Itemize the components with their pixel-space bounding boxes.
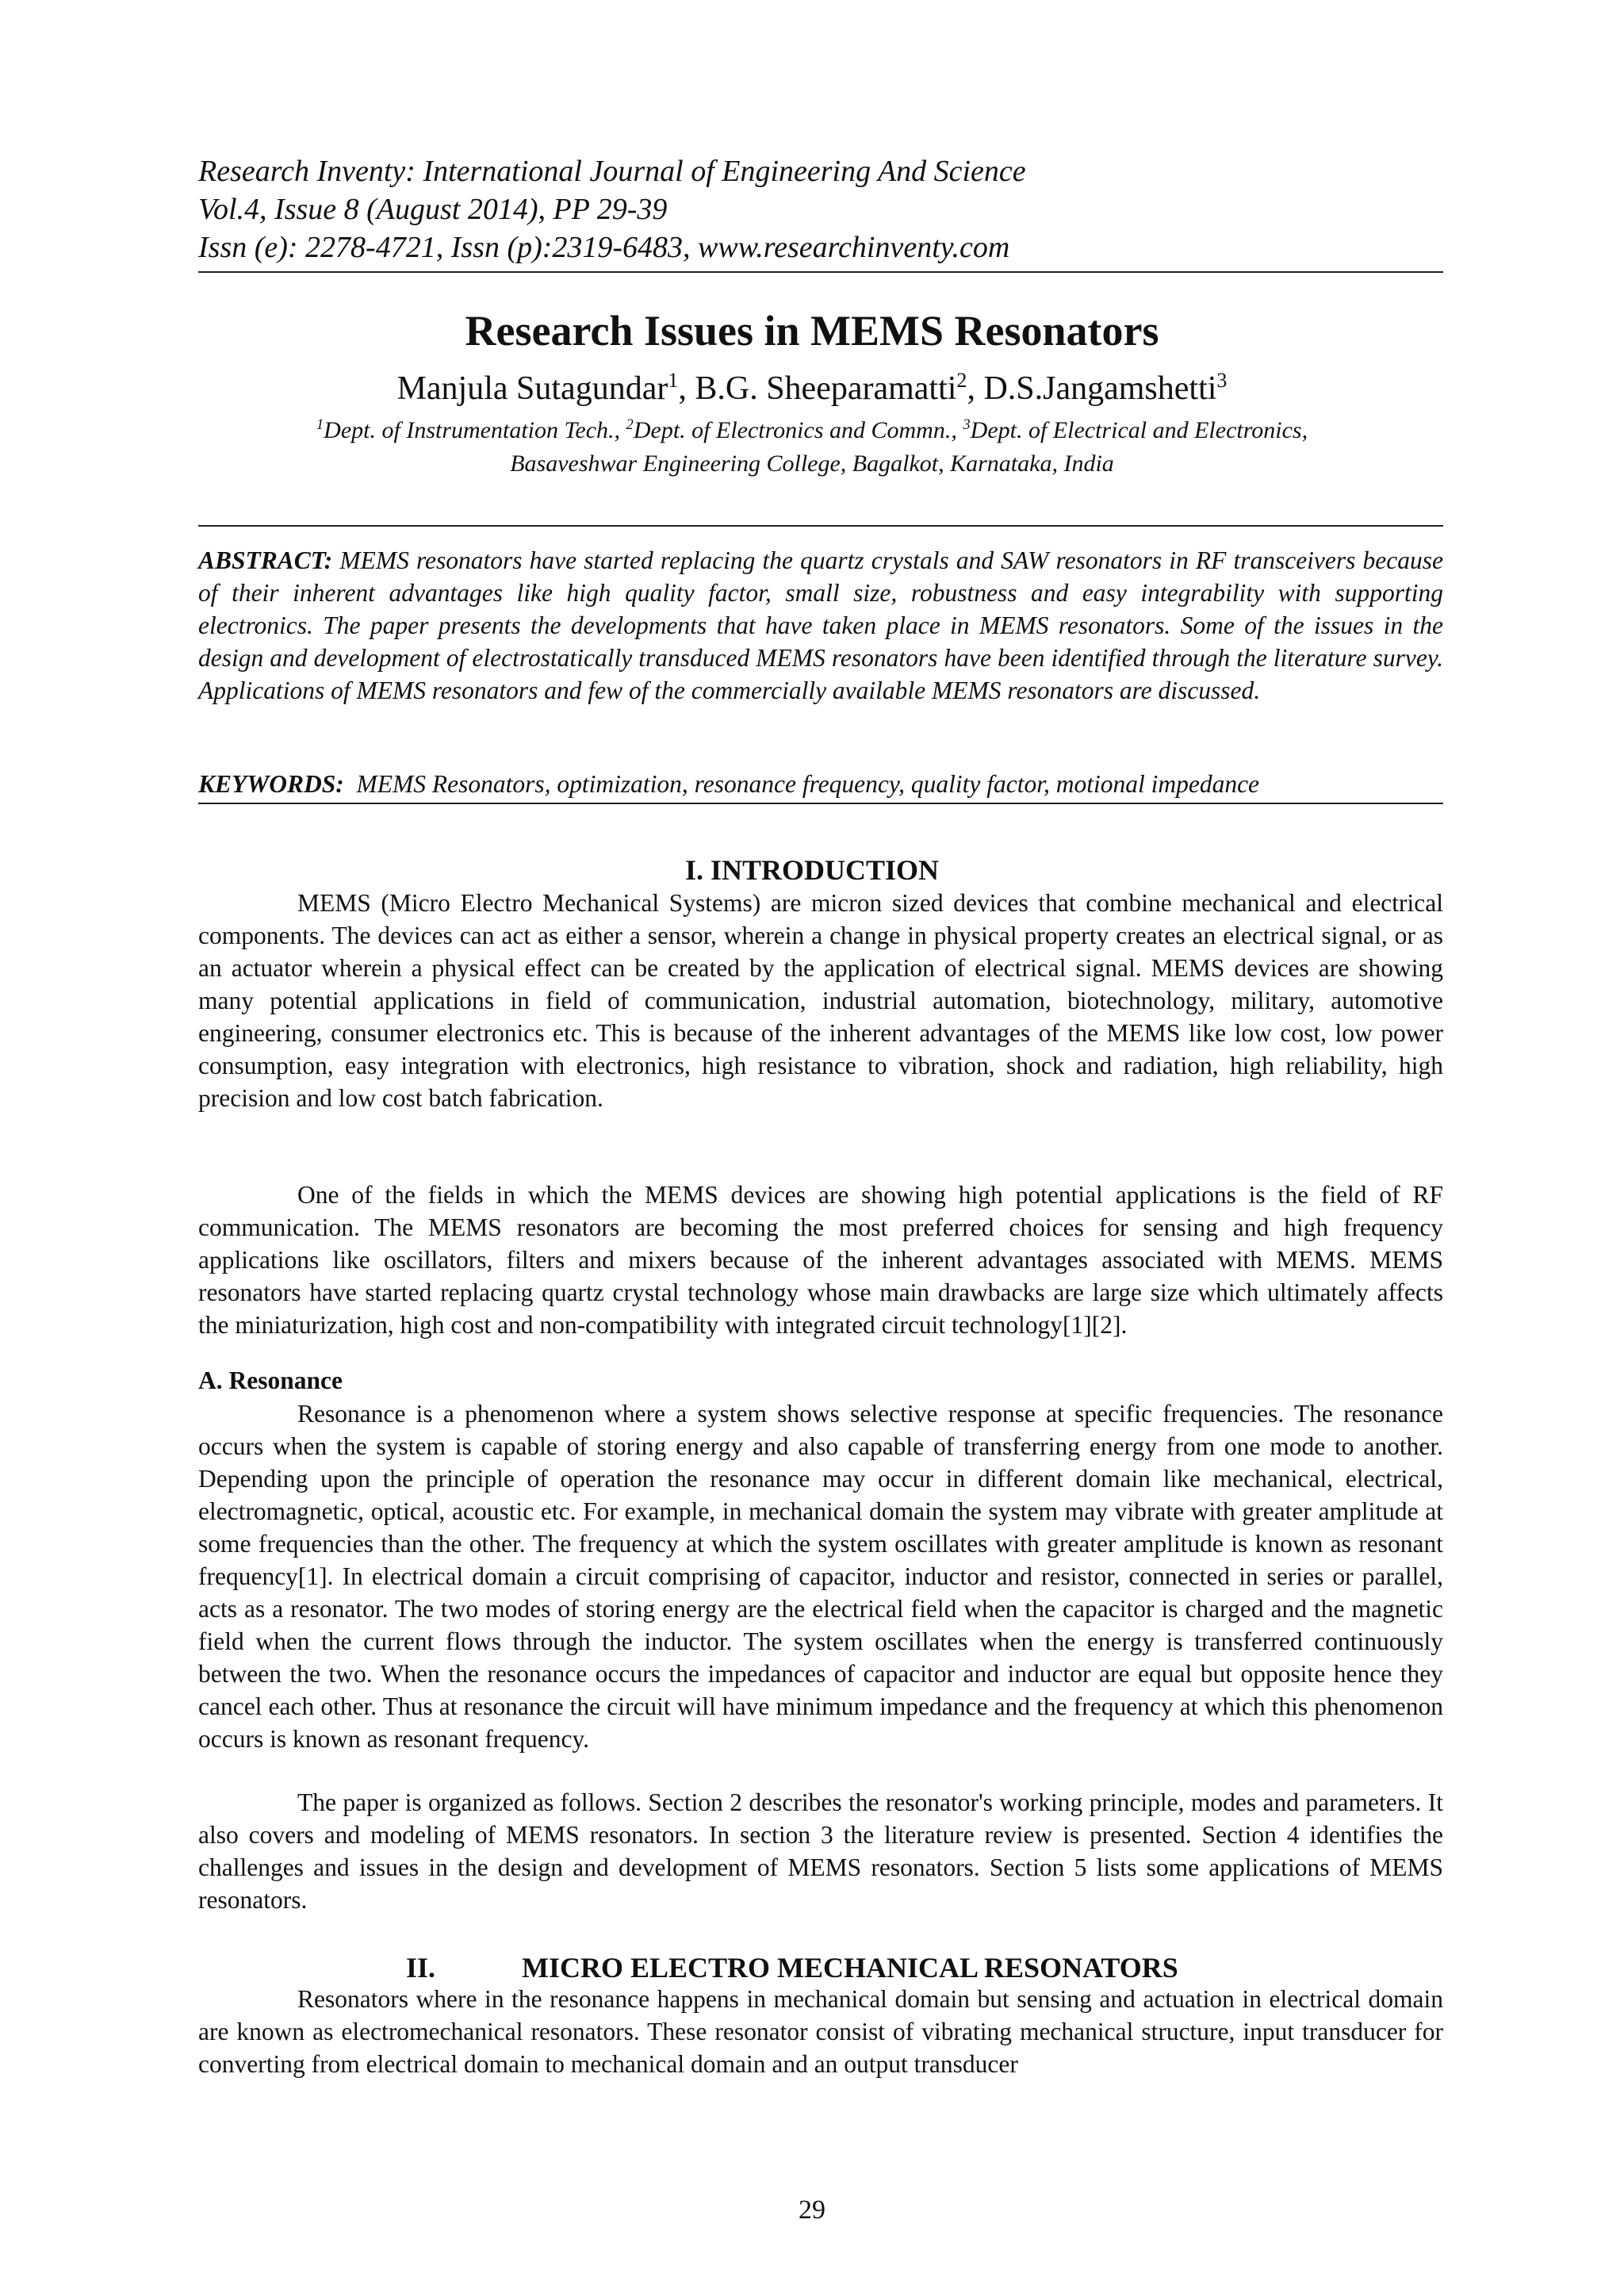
affil-mark: 1	[316, 416, 324, 433]
journal-issn: Issn (e): 2278-4721, Issn (p):2319-6483, www.researchinventy.com	[198, 231, 1010, 264]
keywords-rule	[198, 803, 1443, 804]
section-heading-introduction: I. INTRODUCTION	[684, 854, 940, 886]
author-name: Manjula Sutagundar	[396, 370, 668, 407]
affiliation-line	[0, 414, 1624, 447]
intro-paragraph-2: One of the fields in which the MEMS devices are showing high potential applications is the field of RF communication. The MEMS resonators are becoming the most preferred choices for sensing and high frequency applications like oscillators, filters and mixers because of the inherent advantages associated with MEMS. MEMS resonators have started replacing quartz crystal technology whose main drawbacks are large size which ultimately affects the miniaturization, high cost and non-compatibility with integrated circuit technology[1][2].	[198, 1181, 1443, 1339]
page-number: 29	[799, 2195, 825, 2225]
journal-title: Research Inventy: International Journal of Engineering And Science	[198, 155, 1026, 188]
header-rule	[198, 271, 1443, 273]
author-affil-mark: 1	[668, 369, 679, 392]
resonance-paragraph-1: Resonance is a phenomenon where a system shows selective response at specific frequencies. The resonance occurs when the system is capable of storing energy and also capable of transferring energy from one mode to another. Depending upon the principle of operation the resonance may occur in different domain like mechanical, electrical, electromagnetic, optical, acoustic etc. For example, in mechanical domain the system may vibrate with greater amplitude at some frequencies than the other. The frequency at which the system oscillates with greater amplitude is known as resonant frequency[1]. In electrical domain a circuit comprising of capacitor, inductor and resistor, connected in series or parallel, acts as a resonator. The two modes of storing energy are the electrical field when the capacitor is charged and the magnetic field when the current flows through the inductor. The system oscillates when the energy is transferred continuously between the two. When the resonance occurs the impedances of capacitor and inductor are equal but opposite hence they cancel each other. Thus at resonance the circuit will have minimum impedance and the frequency at which this phenomenon occurs is known as resonant frequency.	[198, 1400, 1443, 1753]
section-2-number: II.	[406, 1952, 436, 1984]
affil-mark: 2	[626, 416, 634, 433]
author-affil-mark: 3	[1216, 369, 1228, 392]
section-2-paragraph-1: Resonators where in the resonance happens in mechanical domain but sensing and actuation in electrical domain are known as electromechanical resonators. These resonator consist of vibrating mechanical structure, input transducer for converting from electrical domain to mechanical domain and an output transducer	[198, 1985, 1443, 2078]
affiliation-dept: Dept. of Instrumentation Tech.,	[324, 417, 621, 443]
author-separator: ,	[967, 370, 984, 407]
author-list	[0, 366, 1624, 411]
abstract-label: ABSTRACT:	[198, 546, 333, 574]
resonance-paragraph-2: The paper is organized as follows. Section 2 describes the resonator's working principle, modes and parameters. It also covers and modeling of MEMS resonators. In section 3 the literature review is presented. Section 4 identifies the challenges and issues in the design and development of MEMS resonators. Section 5 lists some applications of MEMS resonators.	[198, 1788, 1443, 1914]
subsection-heading-resonance: A. Resonance	[198, 1366, 343, 1394]
affiliation-dept: Dept. of Electronics and Commn.,	[633, 417, 957, 443]
affiliation-dept: Dept. of Electrical and Electronics,	[970, 417, 1308, 443]
abstract	[198, 544, 1443, 707]
journal-header	[198, 152, 1443, 266]
keywords-text: MEMS Resonators, optimization, resonance frequency, quality factor, motional impedance	[356, 770, 1260, 798]
affiliations	[0, 414, 1624, 481]
paper-title: Research Issues in MEMS Resonators	[465, 307, 1159, 355]
author-separator: ,	[678, 370, 695, 407]
author-name: B.G. Sheeparamatti	[695, 370, 957, 407]
keywords-label: KEYWORDS:	[198, 770, 344, 798]
author-affil-mark: 2	[956, 369, 967, 392]
abstract-top-rule	[198, 525, 1443, 527]
abstract-text: MEMS resonators have started replacing the quartz crystals and SAW resonators in RF transceivers because of their inherent advantages like high quality factor, small size, robustness and easy integrability with supporting electronics. The paper presents the developments that have taken place in MEMS resonators. Some of the issues in the design and development of electrostatically transduced MEMS resonators have been identified through the literature survey. Applications of MEMS resonators and few of the commercially available MEMS resonators are discussed.	[198, 546, 1443, 704]
affil-mark: 3	[963, 416, 971, 433]
keywords	[198, 768, 1443, 800]
section-2-title: MICRO ELECTRO MECHANICAL RESONATORS	[522, 1952, 1178, 1984]
journal-volume: Vol.4, Issue 8 (August 2014), PP 29-39	[198, 193, 668, 226]
intro-paragraph-1: MEMS (Micro Electro Mechanical Systems) are micron sized devices that combine mechanical and electrical components. The devices can act as either a sensor, wherein a change in physical property creates an electrical signal, or as an actuator wherein a physical effect can be created by the application of electrical signal. MEMS devices are showing many potential applications in field of communication, industrial automation, biotechnology, military, automotive engineering, consumer electronics etc. This is because of the inherent advantages of the MEMS like low cost, low power consumption, easy integration with electronics, high resistance to vibration, shock and radiation, high reliability, high precision and low cost batch fabrication.	[198, 889, 1443, 1112]
affiliation-college: Basaveshwar Engineering College, Bagalkot, Karnataka, India	[510, 450, 1114, 477]
author-name: D.S.Jangamshetti	[983, 370, 1217, 407]
